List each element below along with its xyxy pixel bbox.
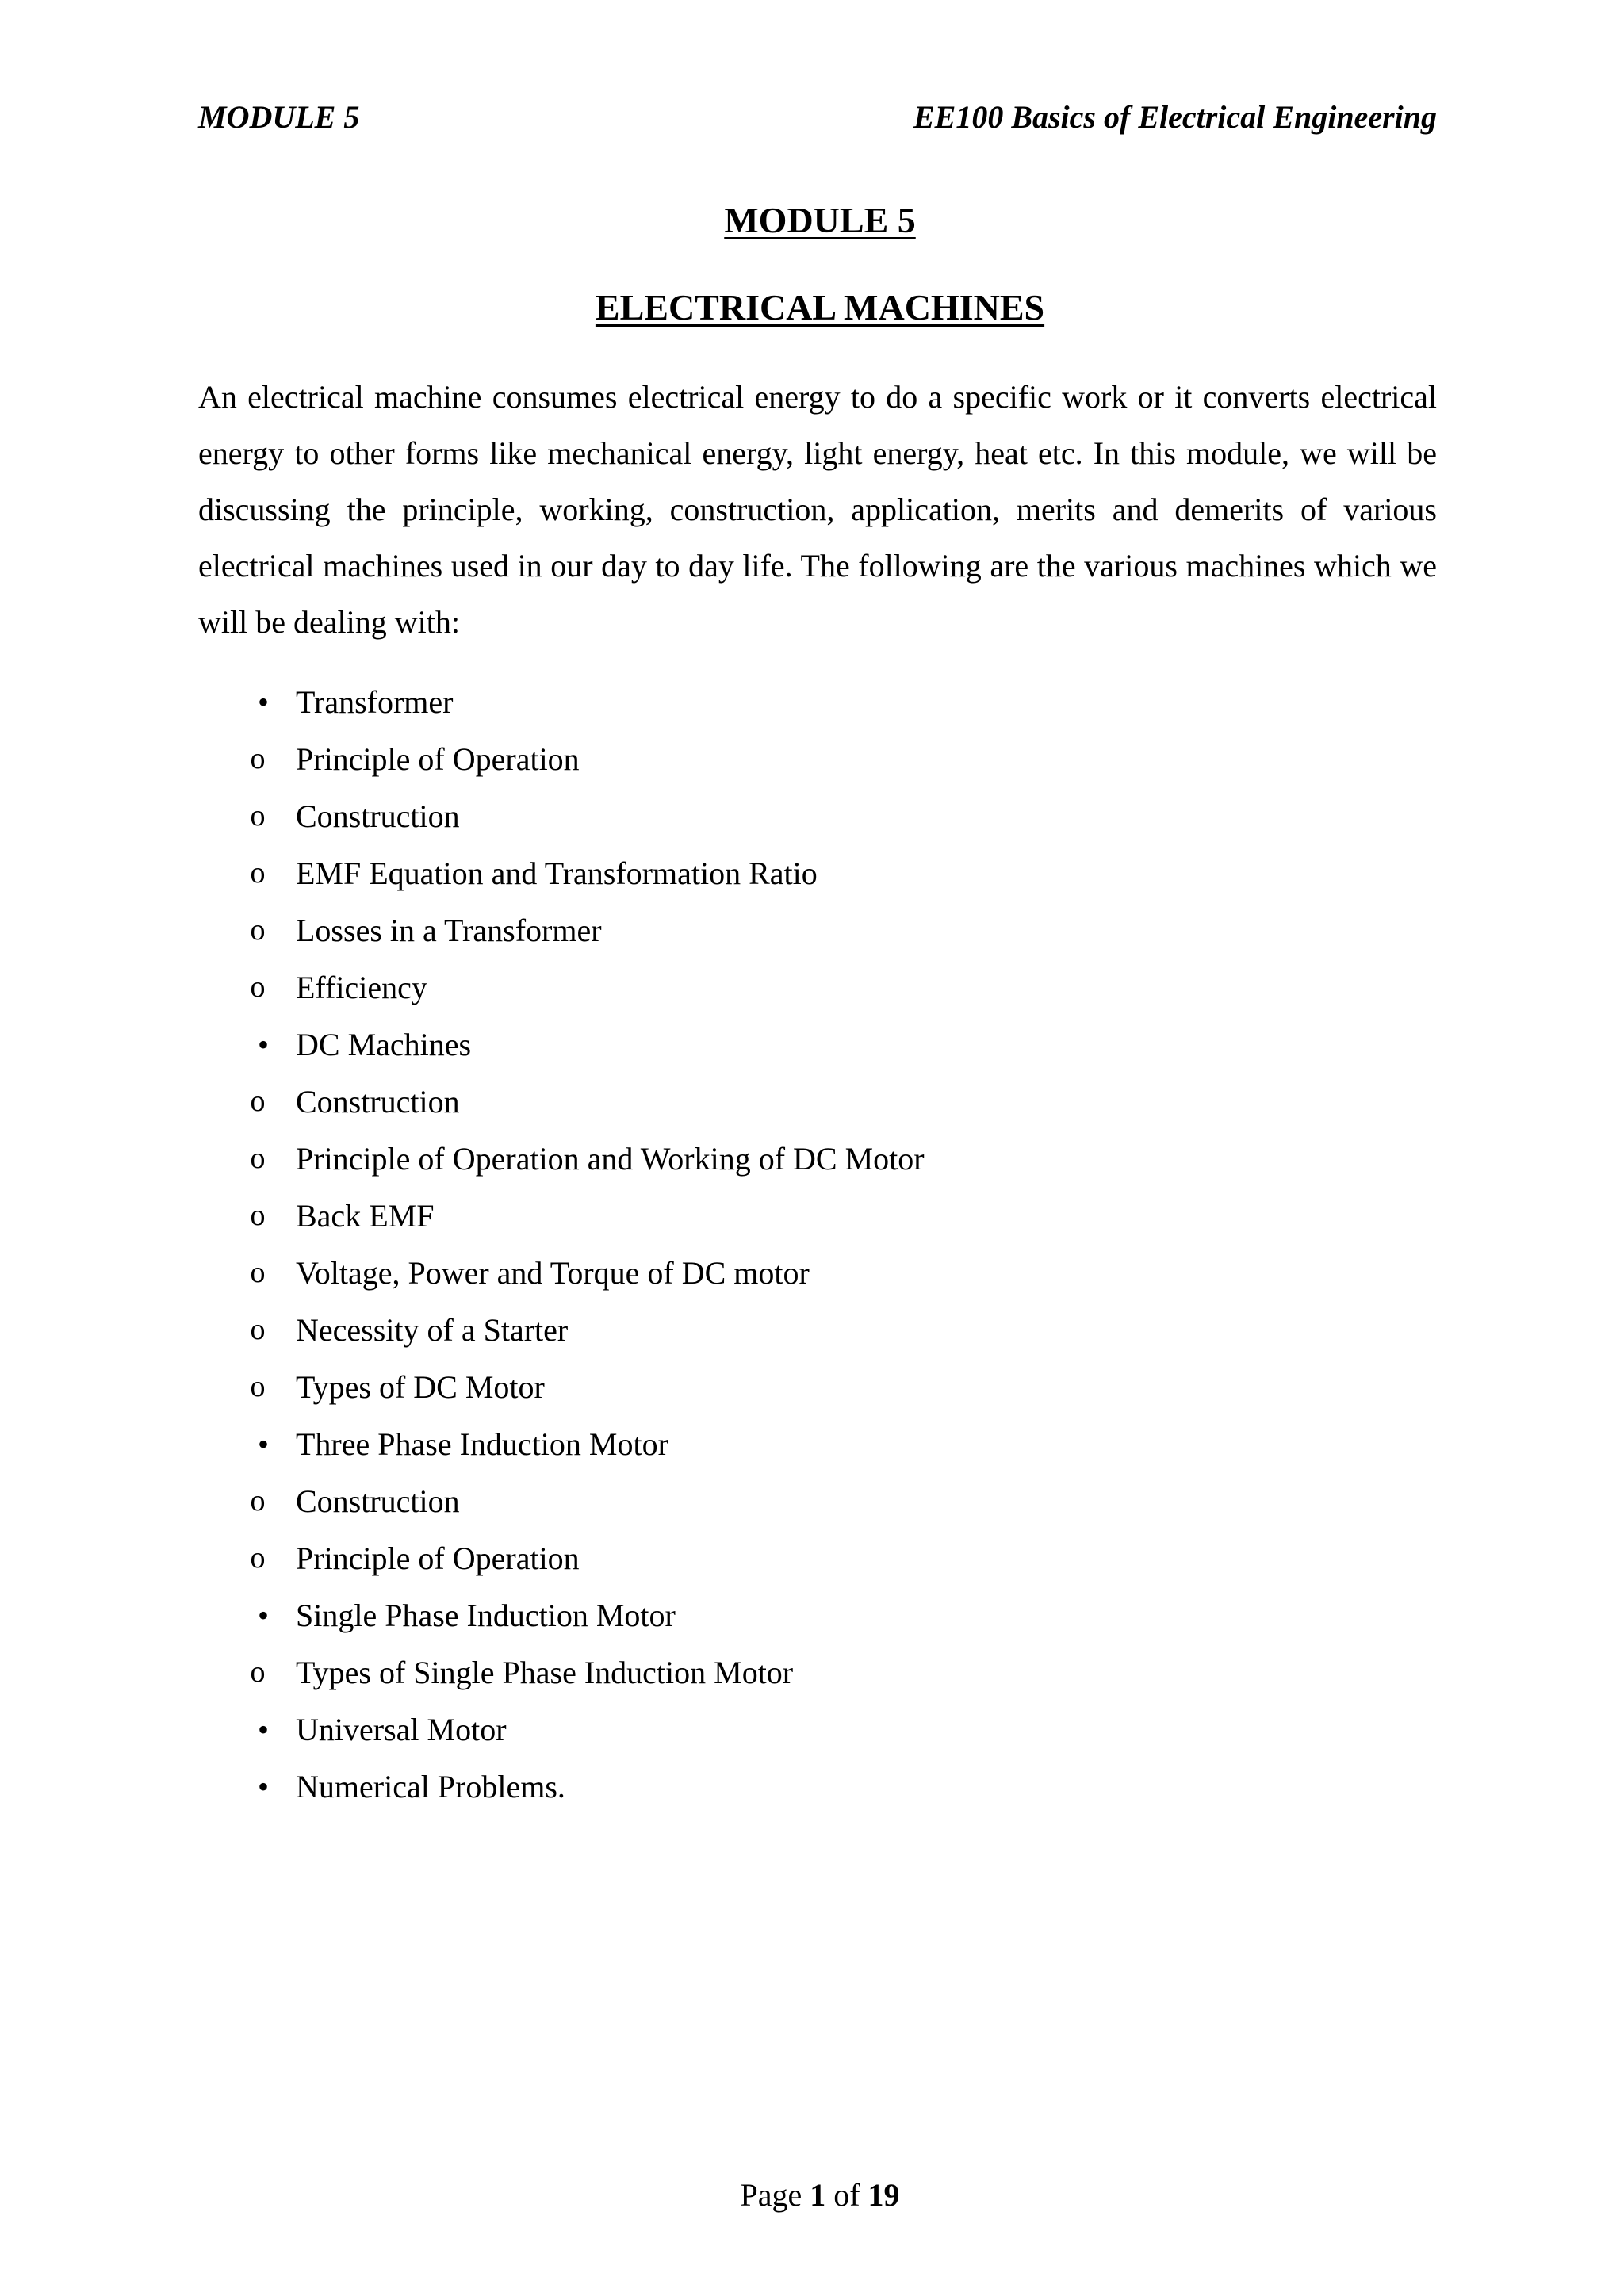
subtopic-label: Types of Single Phase Induction Motor: [296, 1655, 794, 1690]
hollow-bullet-icon: o: [250, 913, 266, 947]
bullet-icon: •: [257, 1712, 269, 1747]
topic-label: Transformer: [296, 684, 454, 720]
bullet-icon: •: [257, 684, 269, 720]
subtopic-item: [198, 845, 1388, 902]
topic-item: [198, 1701, 1388, 1758]
subtopic-item: [198, 1188, 1388, 1245]
hollow-bullet-icon: o: [250, 1313, 266, 1346]
hollow-bullet-icon: o: [250, 799, 266, 832]
topic-label: Three Phase Induction Motor: [296, 1426, 668, 1462]
subtopic-item: [198, 1073, 1388, 1131]
bullet-icon: •: [257, 1027, 269, 1062]
page-separator: of: [833, 2177, 860, 2213]
module-title: MODULE 5: [724, 200, 916, 240]
running-header-course: EE100 Basics of Electrical Engineering: [913, 99, 1437, 135]
topic-label: Single Phase Induction Motor: [296, 1598, 676, 1633]
topic-item: [198, 1758, 1388, 1816]
subtopic-label: Types of DC Motor: [296, 1369, 545, 1405]
subtopic-item: [198, 1644, 1388, 1701]
subtopic-label: Back EMF: [296, 1198, 435, 1234]
subtopic-list: [198, 1073, 1388, 1416]
page-number: [0, 2175, 1624, 2216]
subtopic-label: Principle of Operation: [296, 1540, 580, 1576]
page-current: 1: [810, 2177, 826, 2213]
hollow-bullet-icon: o: [250, 970, 266, 1004]
topic-label: Universal Motor: [296, 1712, 507, 1747]
chapter-title: ELECTRICAL MACHINES: [595, 287, 1045, 327]
subtopic-item: [198, 1245, 1388, 1302]
subtopic-label: Voltage, Power and Torque of DC motor: [296, 1255, 810, 1291]
subtopic-label: Principle of Operation and Working of DC Motor: [296, 1141, 925, 1177]
topic-label: Numerical Problems.: [296, 1769, 565, 1804]
subtopic-label: Construction: [296, 798, 460, 834]
subtopic-label: Principle of Operation: [296, 741, 580, 777]
hollow-bullet-icon: o: [250, 1541, 266, 1575]
topic-item: [198, 1587, 1388, 1644]
hollow-bullet-icon: o: [250, 1085, 266, 1118]
subtopic-list: [198, 731, 1388, 1016]
topic-item: [198, 1016, 1388, 1073]
page-prefix: Page: [740, 2177, 802, 2213]
hollow-bullet-icon: o: [250, 1199, 266, 1232]
page-total: 19: [868, 2177, 900, 2213]
intro-paragraph: An electrical machine consumes electrical energy to do a specific work or it converts electrical energy to other forms like mechanical energy, light energy, heat etc. In this module, we will be discussing the principle, working, construction, application, merits and demerits of various electrical machines used in our day to day life. The following are the various machines which we will be dealing with:: [198, 379, 1437, 640]
running-header-module: MODULE 5: [198, 99, 360, 135]
subtopic-label: Losses in a Transformer: [296, 913, 602, 948]
subtopic-item: [198, 902, 1388, 959]
subtopic-item: [198, 731, 1388, 788]
topic-label: DC Machines: [296, 1027, 472, 1062]
hollow-bullet-icon: o: [250, 1655, 266, 1689]
subtopic-label: Construction: [296, 1483, 460, 1519]
subtopic-item: [198, 959, 1388, 1016]
topic-outline: [198, 674, 1388, 1816]
subtopic-item: [198, 1302, 1388, 1359]
subtopic-list: [198, 1473, 1388, 1587]
subtopic-item: [198, 1530, 1388, 1587]
hollow-bullet-icon: o: [250, 1370, 266, 1403]
subtopic-item: [198, 788, 1388, 845]
subtopic-label: EMF Equation and Transformation Ratio: [296, 855, 818, 891]
subtopic-label: Construction: [296, 1084, 460, 1119]
bullet-icon: •: [257, 1426, 269, 1462]
subtopic-list: [198, 1644, 1388, 1701]
hollow-bullet-icon: o: [250, 1484, 266, 1517]
bullet-icon: •: [257, 1769, 269, 1804]
topic-item: [198, 674, 1388, 731]
subtopic-item: [198, 1473, 1388, 1530]
hollow-bullet-icon: o: [250, 856, 266, 890]
hollow-bullet-icon: o: [250, 1142, 266, 1175]
subtopic-item: [198, 1131, 1388, 1188]
hollow-bullet-icon: o: [250, 1256, 266, 1289]
subtopic-item: [198, 1359, 1388, 1416]
subtopic-label: Efficiency: [296, 970, 427, 1005]
subtopic-label: Necessity of a Starter: [296, 1312, 569, 1348]
bullet-icon: •: [257, 1598, 269, 1633]
topic-item: [198, 1416, 1388, 1473]
hollow-bullet-icon: o: [250, 742, 266, 775]
